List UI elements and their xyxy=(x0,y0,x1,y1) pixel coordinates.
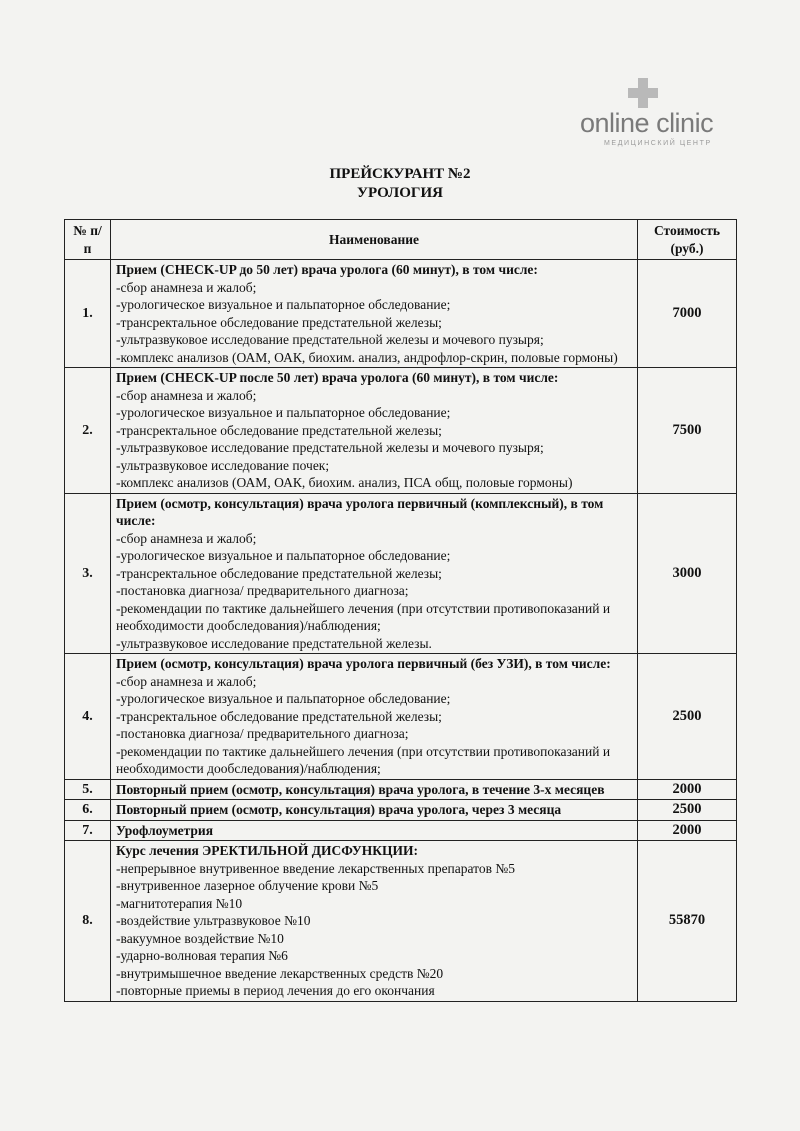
service-description xyxy=(111,260,638,368)
service-cost: 7000 xyxy=(638,260,737,368)
service-item: -вакуумное воздействие №10 xyxy=(116,930,284,946)
row-number: 1. xyxy=(65,260,111,368)
service-description xyxy=(111,841,638,1002)
service-item: -ультразвуковое исследование предстательной железы. xyxy=(116,635,432,651)
service-description xyxy=(111,800,638,821)
service-item: -урологическое визуальное и пальпаторное обследование; xyxy=(116,297,451,312)
header-num: № п/п xyxy=(65,220,111,260)
table-row xyxy=(65,260,737,368)
table-header-row xyxy=(65,220,737,260)
medical-cross-icon xyxy=(628,78,658,108)
service-item: -рекомендации по тактике дальнейшего лечения (при отсутствии противопоказаний и необходимости дообследования)/наблюдения; xyxy=(116,743,611,776)
service-item: -постановка диагноза/ предварительного диагноза; xyxy=(116,583,409,598)
document-title: ПРЕЙСКУРАНТ №2 xyxy=(329,166,471,182)
table-row xyxy=(65,800,737,821)
service-item: -внутримышечное введение лекарственных средств №20 xyxy=(116,965,444,981)
logo-subtitle: МЕДИЦИНСКИЙ ЦЕНТР xyxy=(604,140,712,147)
service-cost: 7500 xyxy=(638,368,737,494)
service-title: Прием (осмотр, консультация) врача уролога первичный (комплексный), в том числе: xyxy=(116,495,604,528)
service-item: -постановка диагноза/ предварительного диагноза; xyxy=(116,726,409,741)
service-item: -комплекс анализов (ОАМ, ОАК, биохим. анализ, андрофлор-скрин, половые гормоны) xyxy=(116,349,618,365)
service-cost: 2500 xyxy=(638,800,737,821)
service-title: Прием (CHECK-UP после 50 лет) врача уролога (60 минут), в том числе: xyxy=(116,370,559,385)
service-title: Урофлоуметрия xyxy=(116,822,214,838)
service-item: -ультразвуковое исследование почек; xyxy=(116,457,330,473)
table-row xyxy=(65,820,737,841)
service-title: Прием (CHECK-UP до 50 лет) врача уролога (60 минут), в том числе: xyxy=(116,262,538,277)
price-table xyxy=(64,219,737,1002)
service-title: Прием (осмотр, консультация) врача уролога первичный (без УЗИ), в том числе: xyxy=(116,656,611,671)
service-item: -сбор анамнеза и жалоб; xyxy=(116,530,257,546)
header-cost: Стоимость (руб.) xyxy=(638,220,737,260)
service-description xyxy=(111,493,638,654)
service-title: Курс лечения ЭРЕКТИЛЬНОЙ ДИСФУНКЦИИ: xyxy=(116,843,419,858)
service-item: -сбор анамнеза и жалоб; xyxy=(116,279,257,295)
service-item: -непрерывное внутривенное введение лекарственных препаратов №5 xyxy=(116,860,516,876)
header-name: Наименование xyxy=(111,220,638,260)
row-number: 5. xyxy=(65,779,111,800)
table-row xyxy=(65,654,737,780)
row-number: 8. xyxy=(65,841,111,1002)
table-row xyxy=(65,493,737,654)
service-item: -урологическое визуальное и пальпаторное обследование; xyxy=(116,548,451,563)
row-number: 3. xyxy=(65,493,111,654)
service-description xyxy=(111,820,638,841)
service-item: -трансректальное обследование предстательной железы; xyxy=(116,565,442,581)
service-item: -урологическое визуальное и пальпаторное обследование; xyxy=(116,405,451,420)
service-item: -ударно-волновая терапия №6 xyxy=(116,948,288,963)
service-item: -внутривенное лазерное облучение крови №5 xyxy=(116,878,379,893)
service-item: -трансректальное обследование предстательной железы; xyxy=(116,708,442,724)
row-number: 2. xyxy=(65,368,111,494)
service-item: -сбор анамнеза и жалоб; xyxy=(116,387,257,403)
row-number: 7. xyxy=(65,820,111,841)
table-row xyxy=(65,841,737,1002)
row-number: 6. xyxy=(65,800,111,821)
service-title: Повторный прием (осмотр, консультация) врача уролога, через 3 месяца xyxy=(116,802,562,817)
service-cost: 55870 xyxy=(638,841,737,1002)
service-cost: 2000 xyxy=(638,779,737,800)
service-cost: 3000 xyxy=(638,493,737,654)
service-description xyxy=(111,779,638,800)
service-cost: 2500 xyxy=(638,654,737,780)
clinic-logo xyxy=(580,78,740,148)
service-item: -воздействие ультразвуковое №10 xyxy=(116,913,311,928)
service-item: -рекомендации по тактике дальнейшего лечения (при отсутствии противопоказаний и необходимости дообследования)/наблюдения; xyxy=(116,600,611,633)
service-item: -повторные приемы в период лечения до его окончания xyxy=(116,983,435,998)
document-subtitle: УРОЛОГИЯ xyxy=(357,185,443,201)
service-item: -сбор анамнеза и жалоб; xyxy=(116,673,257,689)
service-item: -ультразвуковое исследование предстательной железы и мочевого пузыря; xyxy=(116,332,544,347)
service-item: -трансректальное обследование предстательной железы; xyxy=(116,314,442,330)
service-item: -трансректальное обследование предстательной железы; xyxy=(116,422,442,438)
service-item: -ультразвуковое исследование предстательной железы и мочевого пузыря; xyxy=(116,440,544,455)
table-row xyxy=(65,368,737,494)
service-item: -комплекс анализов (ОАМ, ОАК, биохим. анализ, ПСА общ, половые гормоны) xyxy=(116,475,573,490)
table-row xyxy=(65,779,737,800)
logo-name: online clinic xyxy=(580,108,714,138)
service-cost: 2000 xyxy=(638,820,737,841)
service-item: -магнитотерапия №10 xyxy=(116,895,243,911)
row-number: 4. xyxy=(65,654,111,780)
service-title: Повторный прием (осмотр, консультация) врача уролога, в течение 3-х месяцев xyxy=(116,781,605,797)
service-description xyxy=(111,368,638,494)
service-description xyxy=(111,654,638,780)
service-item: -урологическое визуальное и пальпаторное обследование; xyxy=(116,691,451,706)
